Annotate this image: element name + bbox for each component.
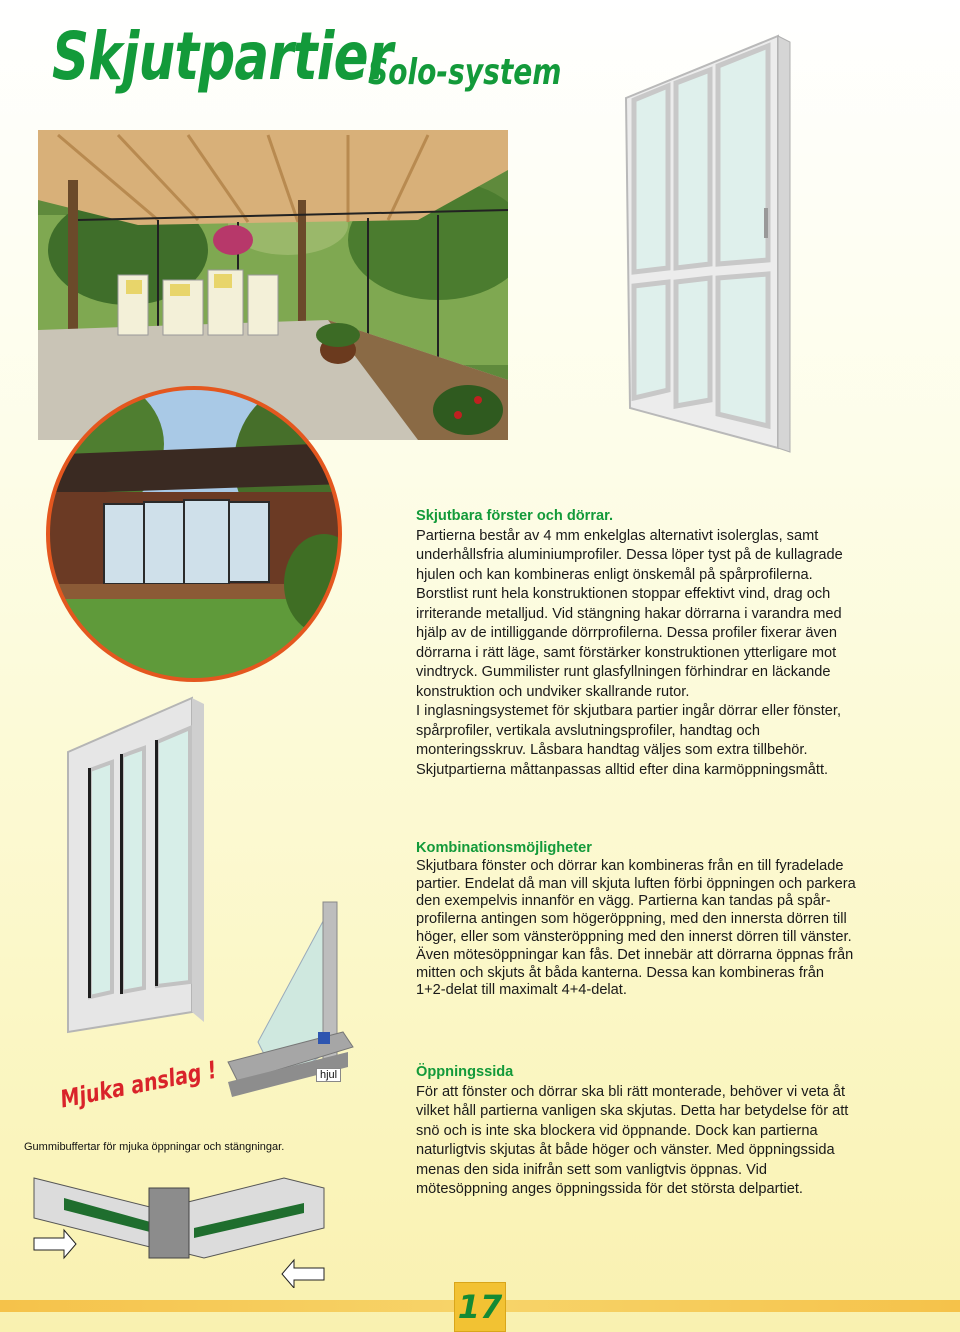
intro-line: Partierna består av 4 mm enkelglas alternativt isolerglas, samt <box>416 527 819 544</box>
combinations-line: profilerna antingen som högeröppning, med den innersta dörren till <box>416 911 847 928</box>
gazebo-exterior-photo <box>44 384 344 684</box>
soft-close-callout: Mjuka anslag ! <box>58 1055 219 1114</box>
window-panel-illustration <box>62 692 222 1062</box>
profile-wheel-illustration <box>218 892 368 1102</box>
combinations-line: mitten och skjuts åt båda kanterna. Dessa kan kombineras från <box>416 964 825 981</box>
opening-side-line: naturligtvis skjutas åt både höger och vänster. Med öppningssida <box>416 1142 835 1158</box>
sliding-door-illustration <box>618 28 808 458</box>
opening-side-section <box>416 1063 906 1200</box>
intro-line: spårprofiler, vertikala avslutningsprofiler, handtag och <box>416 722 760 739</box>
intro-line: monteringsskruv. Låsbara handtag väljes som extra tillbehör. <box>416 742 808 758</box>
combinations-line: partier. Endelat då man vill skjuta luften förbi öppningen och parkera <box>416 875 856 892</box>
intro-line: hjälp av de intilliggande dörrprofilerna. Dessa profiler fixerar även <box>416 625 838 641</box>
wheel-label: hjul <box>316 1068 341 1082</box>
intro-line: vindtryck. Gummilister runt glasfyllningen förhindrar en läckande <box>416 664 831 680</box>
opening-side-line: vilket håll partierna vanligen ska skjutas. Detta har betydelse för att <box>416 1103 849 1119</box>
opening-side-line: För att fönster och dörrar ska bli rätt monterade, behöver vi veta åt <box>416 1083 846 1100</box>
intro-line: hjulen och kan kombineras enligt önskemål på spårprofilerna. <box>416 566 813 583</box>
intro-line: dörrarna i rätt läge, samt förstärker konstruktionen ytterligare mot <box>416 644 837 661</box>
intro-line: Skjutpartierna måttanpassas alltid efter dina karmöppningsmått. <box>416 761 829 778</box>
intro-heading: Skjutbara förster och dörrar. <box>416 508 614 524</box>
combinations-heading: Kombinationsmöjligheter <box>416 840 592 856</box>
page-subtitle: Solo-system <box>368 52 562 93</box>
opening-side-line: mötesöppning anges öppningssida för det största delpartiet. <box>416 1181 803 1197</box>
combinations-section <box>416 840 906 1000</box>
page-title: Skjutpartier <box>52 18 393 95</box>
combinations-line: Även mötesöppningar kan fås. Det innebär att dörrarna öppnas från <box>416 946 854 963</box>
intro-line: irriterande metalljud. Vid stängning hakar dörrarna i varandra med <box>416 605 842 622</box>
intro-line: underhållsfria aluminiumprofiler. Dessa löper tyst på de kullagrade <box>416 547 843 563</box>
combinations-line: den exempelvis innanför en vägg. Partierna kan tandas på spår- <box>416 893 831 910</box>
combinations-line: 1+2-delat till maximalt 4+4-delat. <box>416 982 627 999</box>
bumper-caption: Gummibuffertar för mjuka öppningar och stängningar. <box>24 1141 285 1153</box>
intro-line: konstruktion och undviker skallrande rutor. <box>416 683 690 700</box>
combinations-line: Skjutbara fönster och dörrar kan kombineras från en till fyradelade <box>416 857 844 874</box>
intro-line: I inglasningsystemet för skjutbara partier ingår dörrar eller fönster, <box>416 703 842 719</box>
combinations-line: höger, eller som vänsteröppning med den innerst dörren till vänster. <box>416 928 852 945</box>
page-number: 17 <box>454 1282 506 1332</box>
bumper-diagram <box>24 1168 334 1288</box>
opening-side-line: snö och is inte ska blockera vid öppnande. Dock kan partierna <box>416 1122 818 1139</box>
opening-side-line: menas den sida inifrån sett som vanligtvis öppnas. Vid <box>416 1161 767 1178</box>
intro-line: Borstlist runt hela konstruktionen stoppar effektivt vind, drag och <box>416 586 831 602</box>
intro-section <box>416 507 906 780</box>
opening-side-heading: Öppningssida <box>416 1064 514 1080</box>
